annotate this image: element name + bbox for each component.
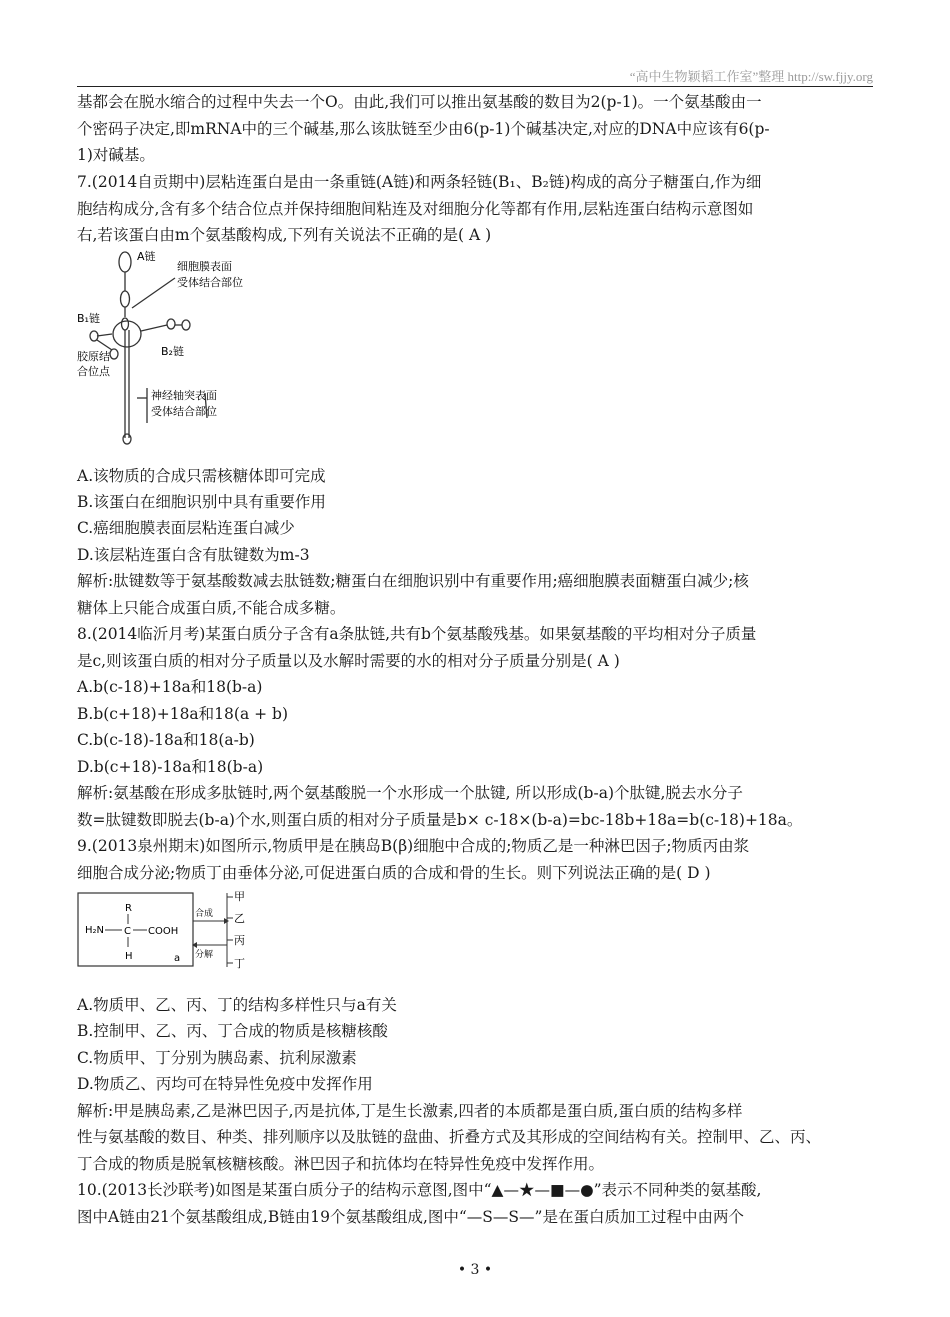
- label-b1-chain: B₁链: [77, 312, 100, 325]
- carboxyl-group: COOH: [148, 926, 179, 937]
- option-9c: C.物质甲、丁分别为胰岛素、抗利尿激素: [77, 1049, 357, 1067]
- option-8c: C.b(c-18)-18a和18(a-b): [77, 731, 255, 749]
- text-line: 图中A链由21个氨基酸组成,B链由19个氨基酸组成,图中“—S—S—”是在蛋白质加工过程中由两个: [77, 1208, 744, 1226]
- option-9d: D.物质乙、丙均可在特异性免疫中发挥作用: [77, 1075, 373, 1093]
- text-line: 细胞合成分泌;物质丁由垂体分泌,可促进蛋白质的合成和骨的生长。则下列说法正确的是( D ): [77, 864, 711, 882]
- text-line: 个密码子决定,即mRNA中的三个碱基,那么该肽链至少由6(p-1)个碱基决定,对应的DNA中应该有6(p-: [77, 120, 770, 138]
- label-a-chain: A链: [137, 250, 156, 263]
- option-8b: B.b(c+18)+18a和18(a + b): [77, 705, 288, 723]
- option-8d: D.b(c+18)-18a和18(b-a): [77, 758, 264, 776]
- question-9-stem: 9.(2013泉州期末)如图所示,物质甲是在胰岛B(β)细胞中合成的;物质乙是一种淋巴因子;物质丙由浆: [77, 837, 750, 855]
- text-line: 右,若该蛋白由m个氨基酸构成,下列有关说法不正确的是( A ): [77, 226, 492, 244]
- label-neuron-1: 神经轴突表面: [151, 389, 217, 402]
- amino-acid-svg: [77, 885, 247, 970]
- text-line: 性与氨基酸的数目、种类、排列顺序以及肽链的盘曲、折叠方式及其形成的空间结构有关。控制甲、乙、丙、: [77, 1128, 822, 1146]
- text-line: 数=肽键数即脱去(b-a)个水,则蛋白质的相对分子质量是b× c-18×(b-a)=bc-18b+18a=b(c-18)+18a。: [77, 811, 803, 829]
- label-membrane-2: 受体结合部位: [177, 276, 243, 289]
- text-line: 胞结构成分,含有多个结合位点并保持细胞间粘连及对细胞分化等都有作用,层粘连蛋白结构示意图如: [77, 200, 754, 218]
- page-header: “高中生物颖韬工作室”整理 http://sw.fjjy.org: [629, 69, 873, 84]
- r-group: R: [125, 903, 132, 914]
- analysis-7: 解析:肽键数等于氨基酸数减去肽链数;糖蛋白在细胞识别中有重要作用;癌细胞膜表面糖蛋白减少;核: [77, 572, 749, 590]
- synthesis-label: 合成: [195, 909, 214, 919]
- hydrogen: H: [125, 951, 133, 962]
- option-7a: A.该物质的合成只需核糖体即可完成: [77, 467, 326, 485]
- analysis-9: 解析:甲是胰岛素,乙是淋巴因子,丙是抗体,丁是生长激素,四者的本质都是蛋白质,蛋白质的结构多样: [77, 1102, 743, 1120]
- option-7c: C.癌细胞膜表面层粘连蛋白减少: [77, 519, 295, 537]
- label-neuron-2: 受体结合部位: [151, 405, 217, 418]
- label-collagen-2: 合位点: [77, 365, 110, 378]
- option-9b: B.控制甲、乙、丙、丁合成的物质是核糖核酸: [77, 1022, 388, 1040]
- laminin-svg: [77, 248, 277, 448]
- page-number: • 3 •: [457, 1262, 493, 1278]
- option-7b: B.该蛋白在细胞识别中具有重要作用: [77, 493, 326, 511]
- decomposition-label: 分解: [195, 950, 214, 960]
- text-line: 丁合成的物质是脱氧核糖核酸。淋巴因子和抗体均在特异性免疫中发挥作用。: [77, 1155, 605, 1173]
- text-line: 糖体上只能合成蛋白质,不能合成多糖。: [77, 599, 346, 617]
- substance-ding: 丁: [234, 957, 245, 970]
- label-collagen-1: 胶原结: [77, 350, 110, 363]
- label-membrane-1: 细胞膜表面: [177, 260, 232, 273]
- amino-group: H₂N: [85, 925, 105, 936]
- option-7d: D.该层粘连蛋白含有肽键数为m-3: [77, 546, 310, 564]
- laminin-diagram: [77, 248, 277, 448]
- option-8a: A.b(c-18)+18a和18(b-a): [77, 678, 263, 696]
- label-b2-chain: B₂链: [161, 345, 184, 358]
- text-line: 是c,则该蛋白质的相对分子质量以及水解时需要的水的相对分子质量分别是( A ): [77, 652, 620, 670]
- question-10-stem: 10.(2013长沙联考)如图是某蛋白质分子的结构示意图,图中“▲—★—■—●”表示不同种类的氨基酸,: [77, 1181, 762, 1199]
- option-9a: A.物质甲、乙、丙、丁的结构多样性只与a有关: [77, 996, 397, 1014]
- substance-yi: 乙: [234, 912, 245, 925]
- text-line: 基都会在脱水缩合的过程中失去一个O。由此,我们可以推出氨基酸的数目为2(p-1)。一个氨基酸由一: [77, 93, 762, 111]
- analysis-8: 解析:氨基酸在形成多肽链时,两个氨基酸脱一个水形成一个肽键, 所以形成(b-a)个肽键,脱去水分子: [77, 784, 743, 802]
- alpha-carbon: C: [124, 926, 131, 937]
- substance-bing: 丙: [234, 934, 245, 947]
- text-line: 1)对碱基。: [77, 146, 155, 164]
- substance-jia: 甲: [234, 890, 245, 903]
- question-8-stem: 8.(2014临沂月考)某蛋白质分子含有a条肽链,共有b个氨基酸残基。如果氨基酸的平均相对分子质量: [77, 625, 757, 643]
- amino-acid-diagram: [77, 885, 247, 970]
- header-rule: [77, 86, 873, 87]
- question-7-stem: 7.(2014自贡期中)层粘连蛋白是由一条重链(A链)和两条轻链(B₁、B₂链)构成的高分子糖蛋白,作为细: [77, 173, 762, 191]
- label-a: a: [174, 953, 181, 964]
